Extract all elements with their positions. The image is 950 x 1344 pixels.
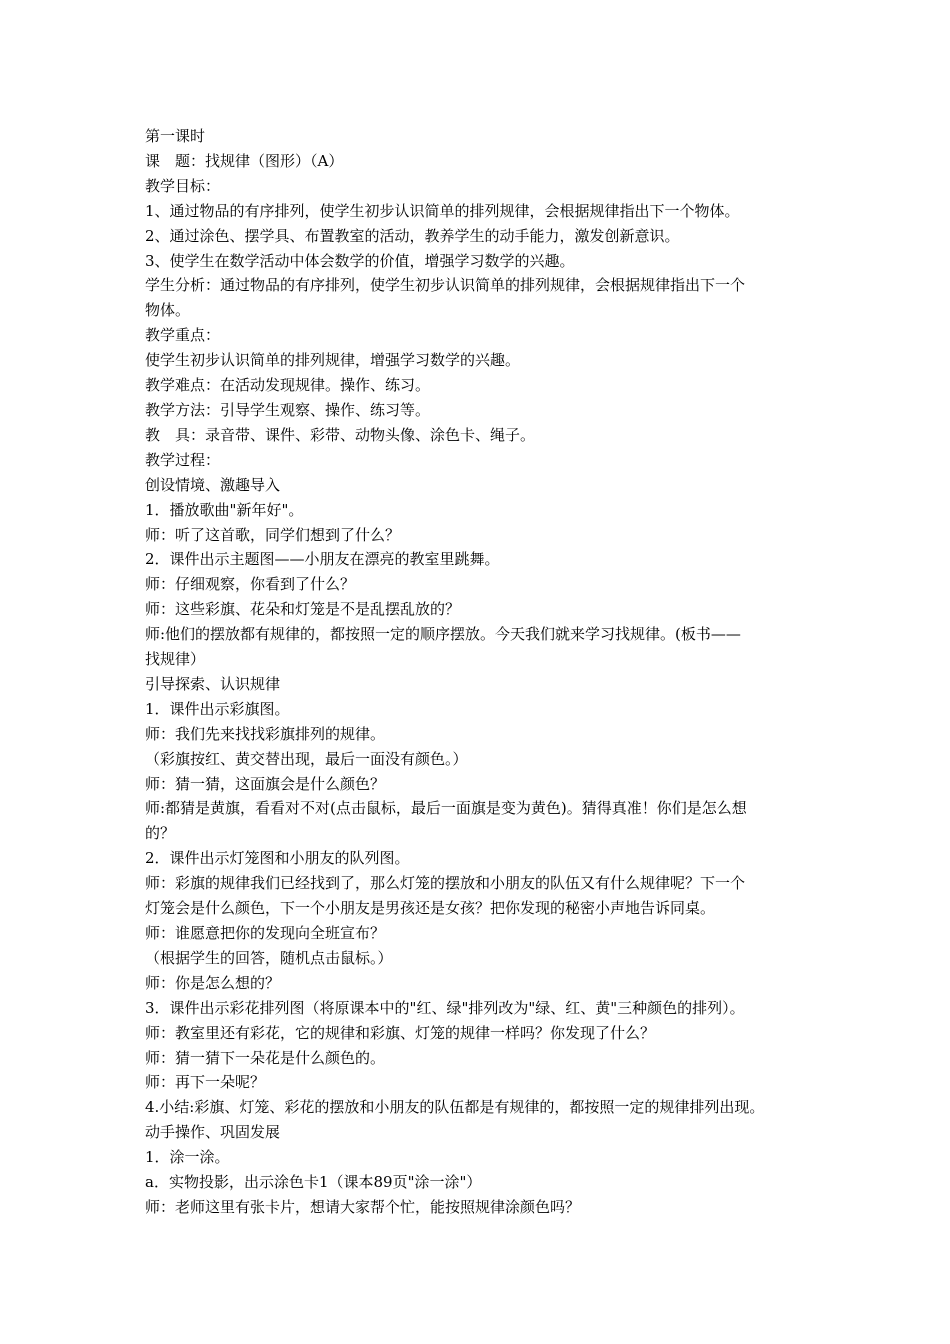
text-line: 师：教室里还有彩花，它的规律和彩旗、灯笼的规律一样吗？你发现了什么？ xyxy=(145,1023,656,1042)
text-line: 引导探索、认识规律 xyxy=(145,674,281,693)
text-line: 物体。 xyxy=(145,301,191,320)
text-line: 3．课件出示彩花排列图（将原课本中的"红、绿"排列改为"绿、红、黄"三种颜色的排列）。 xyxy=(145,998,745,1017)
text-line: 4.小结:彩旗、灯笼、彩花的摆放和小朋友的队伍都是有规律的，都按照一定的规律排列出现。 xyxy=(145,1098,765,1117)
text-line: 1．播放歌曲"新年好"。 xyxy=(145,500,304,519)
text-line: 灯笼会是什么颜色，下一个小朋友是男孩还是女孩？把你发现的秘密小声地告诉同桌。 xyxy=(145,899,716,918)
text-line: 第一课时 xyxy=(145,127,206,145)
text-line: 师：猜一猜下一朵花是什么颜色的。 xyxy=(145,1048,386,1067)
text-line: 的？ xyxy=(145,824,176,843)
text-line: 动手操作、巩固发展 xyxy=(145,1123,281,1142)
text-line: 学生分析：通过物品的有序排列，使学生初步认识简单的排列规律，会根据规律指出下一个 xyxy=(145,276,746,295)
text-line: 1．课件出示彩旗图。 xyxy=(145,699,290,718)
text-line: 师：你是怎么想的？ xyxy=(145,973,281,992)
text-line: 找规律） xyxy=(145,650,206,669)
text-line: 教学方法：引导学生观察、操作、练习等。 xyxy=(145,400,431,419)
text-line: 教学目标： xyxy=(145,176,221,195)
text-line: 师：猜一猜，这面旗会是什么颜色？ xyxy=(145,774,386,793)
text-line: 师：再下一朵呢？ xyxy=(145,1073,266,1092)
text-line: 3、使学生在数学活动中体会数学的价值，增强学习数学的兴趣。 xyxy=(145,251,575,270)
text-line: 师：听了这首歌，同学们想到了什么？ xyxy=(145,525,401,544)
text-line: （根据学生的回答，随机点击鼠标。） xyxy=(145,948,393,967)
text-line: 课 题：找规律（图形）（A） xyxy=(145,151,344,170)
text-line: 教学难点：在活动发现规律。操作、练习。 xyxy=(145,376,431,395)
text-line: 2．课件出示主题图——小朋友在漂亮的教室里跳舞。 xyxy=(145,550,500,569)
text-line: 2、通过涂色、摆学具、布置教室的活动，教养学生的动手能力，激发创新意识。 xyxy=(145,226,680,245)
document-body xyxy=(145,124,815,1220)
text-line: 1．涂一涂。 xyxy=(145,1148,230,1167)
text-line: 师：老师这里有张卡片，想请大家帮个忙，能按照规律涂颜色吗？ xyxy=(145,1197,581,1216)
text-line: 师：仔细观察，你看到了什么？ xyxy=(145,575,356,594)
text-line: 教学过程： xyxy=(145,450,221,469)
text-line: 教学重点： xyxy=(145,326,221,345)
text-line: 1、通过物品的有序排列，使学生初步认识简单的排列规律，会根据规律指出下一个物体。 xyxy=(145,201,740,220)
text-line: 2．课件出示灯笼图和小朋友的队列图。 xyxy=(145,849,410,868)
text-line: 师：我们先来找找彩旗排列的规律。 xyxy=(145,724,386,743)
text-line: 师:他们的摆放都有规律的，都按照一定的顺序摆放。今天我们就来学习找规律。(板书—— xyxy=(145,625,741,644)
text-line: 创设情境、激趣导入 xyxy=(145,475,281,494)
text-line: 使学生初步认识简单的排列规律，增强学习数学的兴趣。 xyxy=(145,351,521,370)
text-line: 师：彩旗的规律我们已经找到了，那么灯笼的摆放和小朋友的队伍又有什么规律呢？下一个 xyxy=(145,874,746,893)
text-line: 师：这些彩旗、花朵和灯笼是不是乱摆乱放的？ xyxy=(145,600,461,619)
text-line: a．实物投影，出示涂色卡1（课本89页"涂一涂"） xyxy=(145,1173,482,1192)
text-line: 师:都猜是黄旗，看看对不对(点击鼠标，最后一面旗是变为黄色)。猜得真准！你们是怎么想 xyxy=(145,799,747,818)
text-line: 师：谁愿意把你的发现向全班宣布？ xyxy=(145,924,386,942)
text-line: （彩旗按红、黄交替出现，最后一面没有颜色。） xyxy=(145,749,468,768)
text-line: 教 具：录音带、课件、彩带、动物头像、涂色卡、绳子。 xyxy=(145,425,536,444)
